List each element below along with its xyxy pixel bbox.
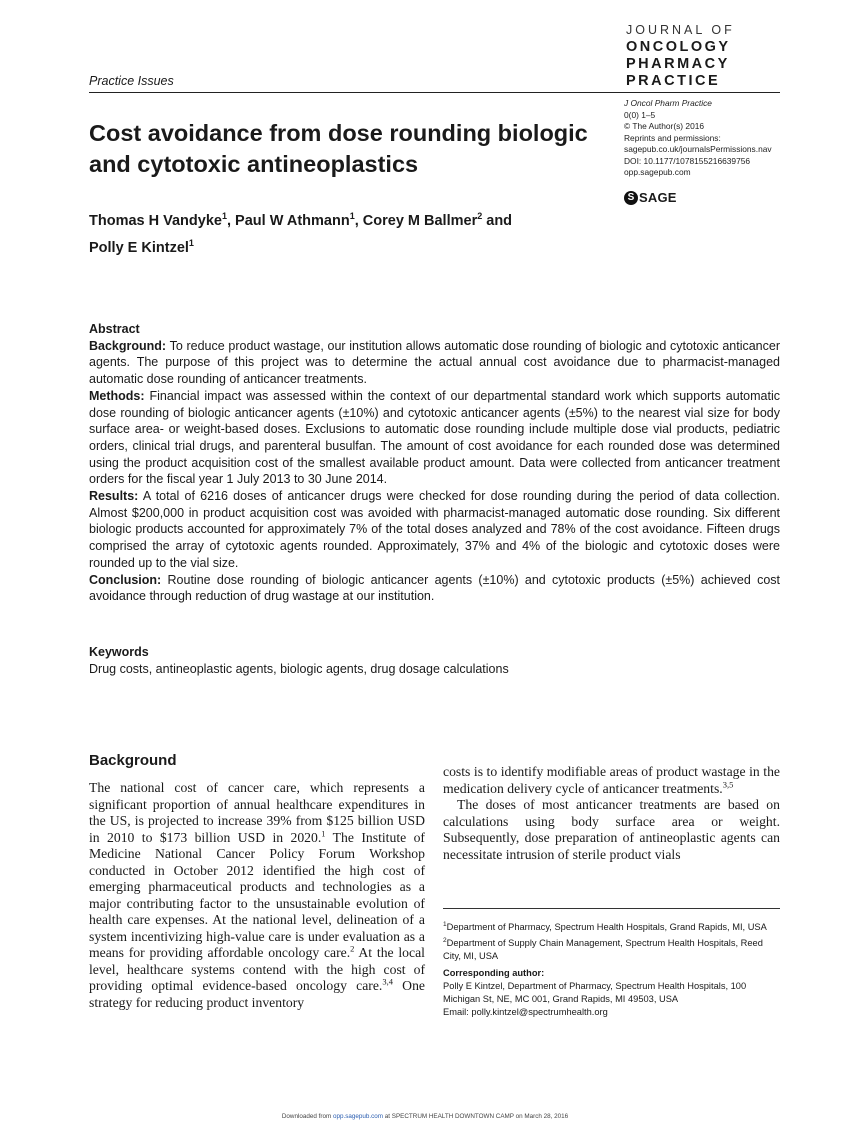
affiliation-text: Department of Supply Chain Management, Spectrum Health Hospitals, Reed City, MI, USA <box>443 938 763 962</box>
abstract-background <box>89 338 780 388</box>
author-affiliation: 1 <box>188 237 194 248</box>
affiliation-text: Department of Pharmacy, Spectrum Health Hospitals, Grand Rapids, MI, USA <box>446 922 767 933</box>
reprints-label: Reprints and permissions: <box>624 132 721 143</box>
corresponding-author-label: Corresponding author: <box>443 968 545 979</box>
body-text: The Institute of Medicine National Cancer Policy Forum Workshop conducted in October 2012 identified the high cost of emerging pharmaceutical products and technologies as a major contributing factor to the unsustainable evolution of health care expenses. At the national level, delineation of a system incentivizing high-value care is under evaluation as a means for providing affordable oncology care. <box>89 829 425 960</box>
journal-abbrev: J Oncol Pharm Practice <box>624 98 712 108</box>
section-label: Practice Issues <box>89 74 174 88</box>
body-column-left <box>89 780 425 1011</box>
abstract-label: Results: <box>89 489 139 504</box>
abstract-heading: Abstract <box>89 322 140 336</box>
download-footer <box>0 1113 850 1120</box>
abstract-results <box>89 488 780 572</box>
keywords-list: Drug costs, antineoplastic agents, biologic agents, drug dosage calculations <box>89 661 509 676</box>
citation: 2 <box>350 943 355 954</box>
section-heading-background: Background <box>89 752 177 769</box>
copyright: © The Author(s) 2016 <box>624 121 705 131</box>
journal-name-line: PHARMACY <box>626 56 730 72</box>
journal-name-line: ONCOLOGY <box>626 39 731 55</box>
abstract-label: Background: <box>89 338 167 353</box>
citation: 1 <box>321 827 326 838</box>
body-text: The national cost of cancer care, which represents a significant proportion of annual healthcare expenditures in the US, is projected to increase 39% from $125 billion USD in 2010 to $173 billion USD in 2020. <box>89 780 425 845</box>
header-rule <box>89 92 780 93</box>
footer-text: Downloaded from <box>281 1113 333 1120</box>
author-list <box>89 205 609 259</box>
author-separator: , <box>354 212 363 229</box>
abstract-label: Conclusion: <box>89 572 162 587</box>
author-separator: and <box>482 212 513 229</box>
footnote-divider <box>443 908 780 909</box>
body-paragraph <box>443 764 780 797</box>
doi[interactable]: DOI: 10.1177/1078155216639756 <box>624 155 751 166</box>
footer-text: at SPECTRUM HEALTH DOWNTOWN CAMP on March 28, 2016 <box>383 1113 569 1120</box>
author-name: Polly E Kintzel <box>89 239 189 256</box>
footnotes <box>443 918 780 1019</box>
publisher-name: SAGE <box>639 190 677 205</box>
keywords-heading: Keywords <box>89 645 149 659</box>
abstract-text: A total of 6216 doses of anticancer drugs were checked for dose rounding during the period of data collection. Almost $200,000 in product acquisition cost was avoided with pharmacist-managed automatic dose rounding. Six different biologic products accounted for approximately 7% of the total doses analyzed and 78% of the cost avoidance. Fifteen drugs comprised the array of cytotoxic agents rounded. Approximately, 37% and 4% of the biologic and cytotoxic doses were rounded up to the vial size. <box>89 489 780 570</box>
sage-logo-icon: S <box>624 191 638 205</box>
abstract <box>89 321 780 605</box>
author-separator: , <box>226 212 236 229</box>
body-paragraph: The doses of most anticancer treatments are based on calculations using body surface area or weight. Subsequently, dose preparation of antineoplastic agents can necessitate intrusion of sterile product vials <box>443 797 780 862</box>
body-text: costs is to identify modifiable areas of product wastage in the medication delivery cycle of anticancer treatments. <box>443 764 780 796</box>
article-title: Cost avoidance from dose rounding biologic and cytotoxic antineoplastics <box>89 120 588 177</box>
abstract-text: Financial impact was assessed within the context of our departmental standard work which supports automatic dose rounding of biologic anticancer agents (±10%) and cytotoxic anticancer agents (±5%) to the nearest vial size for body surface area- or weight-based doses. Exclusions to automatic dose rounding include multiple dose vial products, pediatric orders, clinical trial drugs, and parenteral busulfan. The amount of cost avoidance for each rounded dose was determined using the product acquisition cost of the smallest available product amount. Data were collected from anticancer treatment orders for the fiscal year 1 July 2013 to 30 June 2014. <box>89 388 780 487</box>
corresponding-author-email[interactable]: Email: polly.kintzel@spectrumhealth.org <box>443 1007 608 1018</box>
author-name: Paul W Athmann <box>235 212 350 229</box>
author-name: Corey M Ballmer <box>362 212 478 229</box>
abstract-text: Routine dose rounding of biologic anticancer agents (±10%) and cytotoxic products (±5%) achieved cost avoidance through reduction of drug wastage at our institution. <box>89 572 780 604</box>
body-text: At the local level, healthcare systems contend with the high cost of providing optimal evidence-based oncology care. <box>89 945 425 993</box>
abstract-text: To reduce product wastage, our institution allows automatic dose rounding of biologic and cytotoxic anticancer agents. The purpose of this project was to determine the actual annual cost avoidance due to pharmacist-managed automatic dose rounding of anticancer treatments. <box>89 338 780 387</box>
body-column-right <box>443 764 780 863</box>
affiliation-2 <box>443 934 780 963</box>
journal-name-line: JOURNAL OF <box>626 23 735 37</box>
author-name: Thomas H Vandyke <box>89 212 222 229</box>
article-meta <box>624 98 772 179</box>
affiliation-1 <box>443 918 780 934</box>
citation: 3,4 <box>382 976 393 987</box>
citation: 3,5 <box>722 778 734 789</box>
keywords <box>89 644 780 677</box>
publisher-logo <box>624 190 677 205</box>
abstract-conclusion <box>89 572 780 605</box>
abstract-label: Methods: <box>89 388 145 403</box>
journal-masthead <box>626 22 735 90</box>
permissions-link[interactable]: sagepub.co.uk/journalsPermissions.nav <box>624 144 772 154</box>
author-affiliation: 2 <box>477 211 483 221</box>
abstract-methods <box>89 388 780 488</box>
journal-name-line: PRACTICE <box>626 73 721 89</box>
affiliation-number: 2 <box>443 937 447 945</box>
footer-link[interactable]: opp.sagepub.com <box>332 1113 384 1120</box>
journal-site-link[interactable]: opp.sagepub.com <box>624 167 691 177</box>
body-text: One strategy for reducing product inventory <box>89 978 425 1010</box>
author-affiliation: 1 <box>221 211 227 221</box>
author-affiliation: 1 <box>349 211 355 221</box>
volume-info: 0(0) 1–5 <box>624 109 656 120</box>
affiliation-number: 1 <box>443 921 447 928</box>
corresponding-author-address: Polly E Kintzel, Department of Pharmacy, Spectrum Health Hospitals, 100 Michigan St, NE, MC 001, Grand Rapids, MI 49503, USA <box>443 981 747 1005</box>
